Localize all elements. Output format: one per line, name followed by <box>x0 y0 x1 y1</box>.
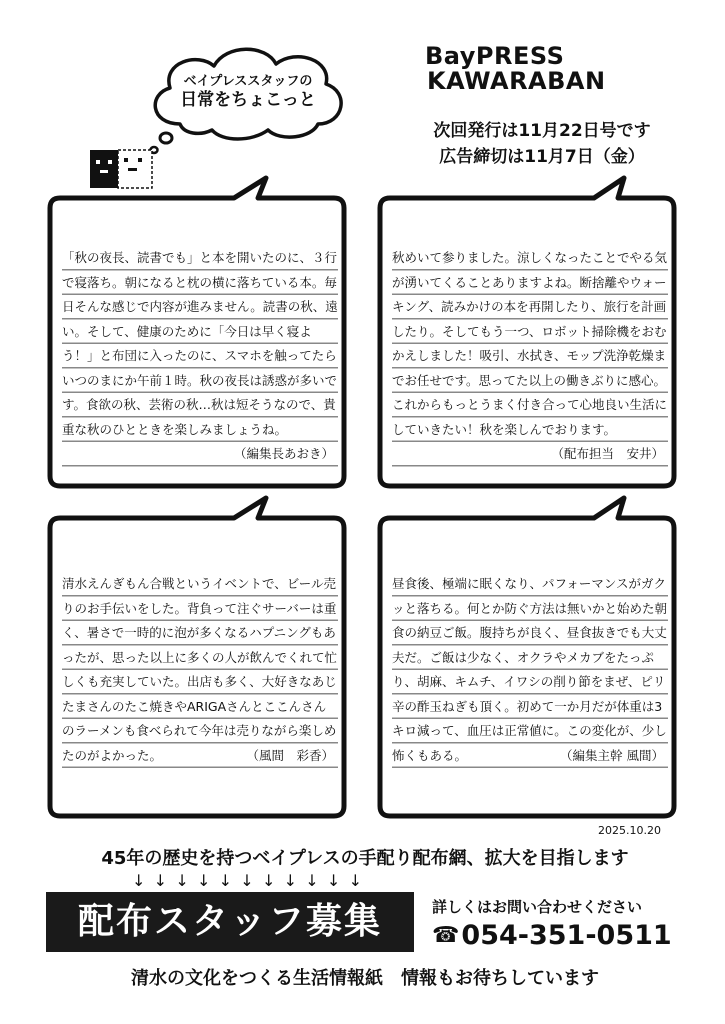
down-arrow-icon: ↓ <box>261 871 276 890</box>
bubble-3-body <box>62 572 338 768</box>
issue-info <box>392 118 692 171</box>
inquiry-text: 詳しくはお問い合わせください <box>432 898 643 916</box>
bubble-4-body <box>392 572 668 768</box>
phone-number[interactable]: 054-351-0511 <box>461 920 672 951</box>
issue-date: 2025.10.20 <box>598 824 661 837</box>
down-arrow-icon: ↓ <box>218 871 233 890</box>
slogan: 45年の歴史を持つベイプレスの手配り配布網、拡大を目指します <box>101 848 629 869</box>
bubble-2-body <box>392 246 668 467</box>
down-arrow-icon: ↓ <box>305 871 319 890</box>
down-arrow-icon: ↓ <box>283 871 297 890</box>
down-arrow-icon: ↓ <box>132 871 146 890</box>
phone-contact[interactable] <box>432 920 672 951</box>
bubble-1-signature: （編集長あおき） <box>233 446 334 461</box>
down-arrow-icon: ↓ <box>175 871 189 890</box>
bubble-2-signature: （配布担当 安井） <box>551 446 664 461</box>
bubble-4-signature: （編集主幹 風間） <box>560 747 664 763</box>
speech-bubble-4 <box>374 508 684 820</box>
phone-icon: ☎ <box>432 923 460 948</box>
next-issue: 次回発行は11月22日号です <box>433 121 651 141</box>
down-arrow-icon: ↓ <box>348 871 362 890</box>
arrow-row <box>132 873 362 889</box>
ad-deadline: 広告締切は11月7日（金） <box>439 147 645 168</box>
cloud-line-2: 日常をちょこっと <box>180 90 316 111</box>
cloud-caption <box>168 74 328 112</box>
bubble-1-body <box>62 246 338 467</box>
down-arrow-icon: ↓ <box>196 871 211 890</box>
bubble-3-signature: （風間 彩香） <box>246 747 334 763</box>
mascot-icon <box>88 148 156 190</box>
down-arrow-icon: ↓ <box>153 871 168 890</box>
bubble-1-text: 「秋の夜長、読書でも」と本を開いたのに、３行で寝落ち。朝になると枕の横に落ちている本。毎日そんな感じで内容が進みません。読書の秋、遠い。そして、健康のために「今日は早く寝よう！」と布団に入ったのに、スマホを触ってたらいつのまにか午前１時。秋の夜長は誘惑が多いです。食欲の秋、芸術の秋…秋は短そうなので、貴重な秋のひとときを楽しみましょうね。 <box>62 250 338 437</box>
speech-bubble-3 <box>44 508 354 820</box>
speech-bubble-1 <box>44 188 354 492</box>
down-arrow-icon: ↓ <box>326 871 341 890</box>
tagline: 清水の文化をつくる生活情報紙 情報もお待ちしています <box>131 968 599 989</box>
bubble-3-text: 清水えんぎもん合戦というイベントで、ビール売りのお手伝いをした。背負って注ぐサーバーは重く、暑さで一時的に泡が多くなるハプニングもあったが、思った以上に多くの人が飲んでくれて忙しくも充実していた。出店も多く、大好きなあじたまさんのたこ焼きやARIGAさんとここんさんのラーメンも食べられて今年は売りながら楽しめたのがよかった。 <box>62 576 338 763</box>
down-arrow-icon: ↓ <box>240 871 254 890</box>
bubble-2-text: 秋めいて参りました。涼しくなったことでやる気が湧いてくることありますよね。断捨離やウォーキング、読みかけの本を再開したり、旅行を計画したり。そしてもう一つ、ロボット掃除機をおむかえしました！吸引、水拭き、モップ洗浄乾燥までお任せです。思ってた以上の働きぶりに感心。これからもっとうまく付き合って心地良い生活にしていきたい！秋を楽しんでおります。 <box>392 250 668 437</box>
brand-line-2: KAWARABAN <box>427 67 606 96</box>
cloud-line-1: ベイプレススタッフの <box>183 74 313 89</box>
recruit-banner: 配布スタッフ募集 <box>46 892 414 952</box>
brand-line-1: BayPRESS <box>425 42 565 70</box>
brand-title <box>425 44 685 94</box>
speech-bubble-2 <box>374 188 684 492</box>
bubble-4-text: 昼食後、極端に眠くなり、パフォーマンスがガクッと落ちる。何とか防ぐ方法は無いかと始めた朝食の納豆ご飯。腹持ちが良く、昼食抜きでも大丈夫だ。ご飯は少なく、オクラやメカブをたっぷり、胡麻、キムチ、イワシの削り節をまぜ、ピリ辛の酢玉ねぎも頂く。初めて一か月だが体重は3キロ減って、血圧は正常値に。この変化が、少し怖くもある。 <box>392 576 668 763</box>
